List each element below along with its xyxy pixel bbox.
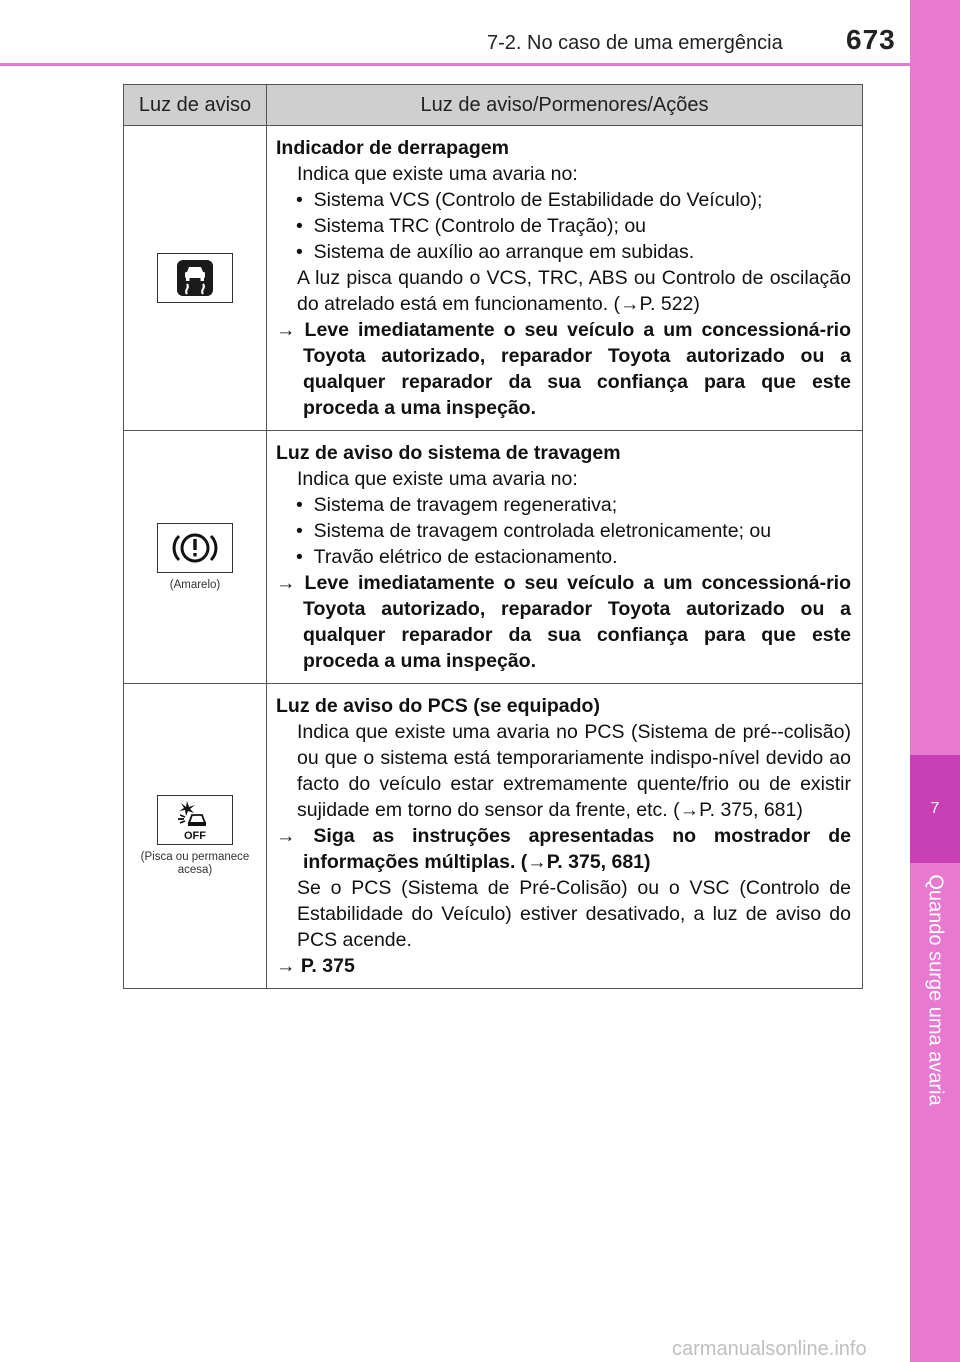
table-row	[124, 126, 863, 431]
header-rule	[0, 63, 910, 66]
row-title: Luz de aviso do PCS (se equipado)	[276, 695, 600, 717]
brake-system-warning-icon	[157, 523, 233, 573]
pcs-off-icon	[157, 795, 233, 845]
details-cell	[267, 684, 863, 989]
row-title: Luz de aviso do sistema de travagem	[276, 442, 621, 464]
details-cell	[267, 126, 863, 431]
skid-indicator-icon	[157, 253, 233, 303]
section-title: 7-2. No caso de uma emergência	[487, 32, 783, 54]
row-intro: Indica que existe uma avaria no PCS (Sistema de pré--colisão) ou que o sistema está temporariamente indispo-nível devido ao facto do veículo estar extremamente quente/frio ou de existir sujidade em torno do sensor da frente, etc. (→P. 375, 681)	[297, 721, 851, 821]
bullet-item: • Sistema de travagem controlada eletronicamente; ou	[296, 520, 772, 542]
bullet-item: • Sistema TRC (Controlo de Tração); ou	[296, 215, 647, 237]
row-action: → Siga as instruções apresentadas no mostrador de informações múltiplas. (→P. 375, 681)	[276, 825, 851, 873]
icon-caption: (Amarelo)	[169, 578, 221, 591]
bullet-item: • Sistema de travagem regenerativa;	[296, 494, 618, 516]
icon-caption: (Pisca ou permanece acesa)	[140, 851, 250, 876]
chapter-number-tab[interactable]: 7	[910, 755, 960, 863]
row-title: Indicador de derrapagem	[276, 137, 509, 159]
row-intro: Indica que existe uma avaria no:	[297, 468, 578, 490]
bullet-item: • Travão elétrico de estacionamento.	[296, 546, 618, 568]
column-header-warning-light: Luz de aviso	[124, 85, 267, 126]
row-action: → P. 375	[276, 955, 355, 977]
column-header-details: Luz de aviso/Pormenores/Ações	[267, 85, 863, 126]
arrow-right-icon: →	[276, 955, 301, 977]
table-row	[124, 431, 863, 684]
chapter-label: Quando surge uma avaria	[924, 874, 947, 1106]
side-tab	[910, 0, 960, 1362]
icon-cell	[124, 126, 267, 431]
warning-lights-table	[123, 84, 863, 989]
row-note: A luz pisca quando o VCS, TRC, ABS ou Controlo de oscilação do atrelado está em funcionamento. (→P. 522)	[297, 267, 851, 315]
row-intro: Indica que existe uma avaria no:	[297, 163, 578, 185]
svg-text:OFF: OFF	[184, 830, 206, 841]
row-action: → Leve imediatamente o seu veículo a um concessioná-rio Toyota autorizado, reparador Toyota autorizado ou a qualquer reparador da sua confiança para que este proceda a uma inspeção.	[276, 572, 852, 672]
icon-cell	[124, 684, 267, 989]
arrow-right-icon: →	[276, 825, 314, 847]
table-header-row	[124, 85, 863, 126]
details-cell	[267, 431, 863, 684]
bullet-item: • Sistema de auxílio ao arranque em subidas.	[296, 241, 695, 263]
row-action: → Leve imediatamente o seu veículo a um concessioná-rio Toyota autorizado, reparador Toyota autorizado ou a qualquer reparador da sua confiança para que este proceda a uma inspeção.	[276, 319, 852, 419]
bullet-item: • Sistema VCS (Controlo de Estabilidade do Veículo);	[296, 189, 763, 211]
table-row	[124, 684, 863, 989]
arrow-right-icon: →	[276, 572, 305, 594]
page-number: 673	[846, 24, 896, 55]
arrow-right-icon: →	[276, 319, 305, 341]
row-note: Se o PCS (Sistema de Pré-Colisão) ou o VSC (Controlo de Estabilidade do Veículo) estiver desativado, a luz de aviso do PCS acende.	[297, 877, 851, 951]
watermark: carmanualsonline.info	[672, 1338, 867, 1360]
icon-cell	[124, 431, 267, 684]
